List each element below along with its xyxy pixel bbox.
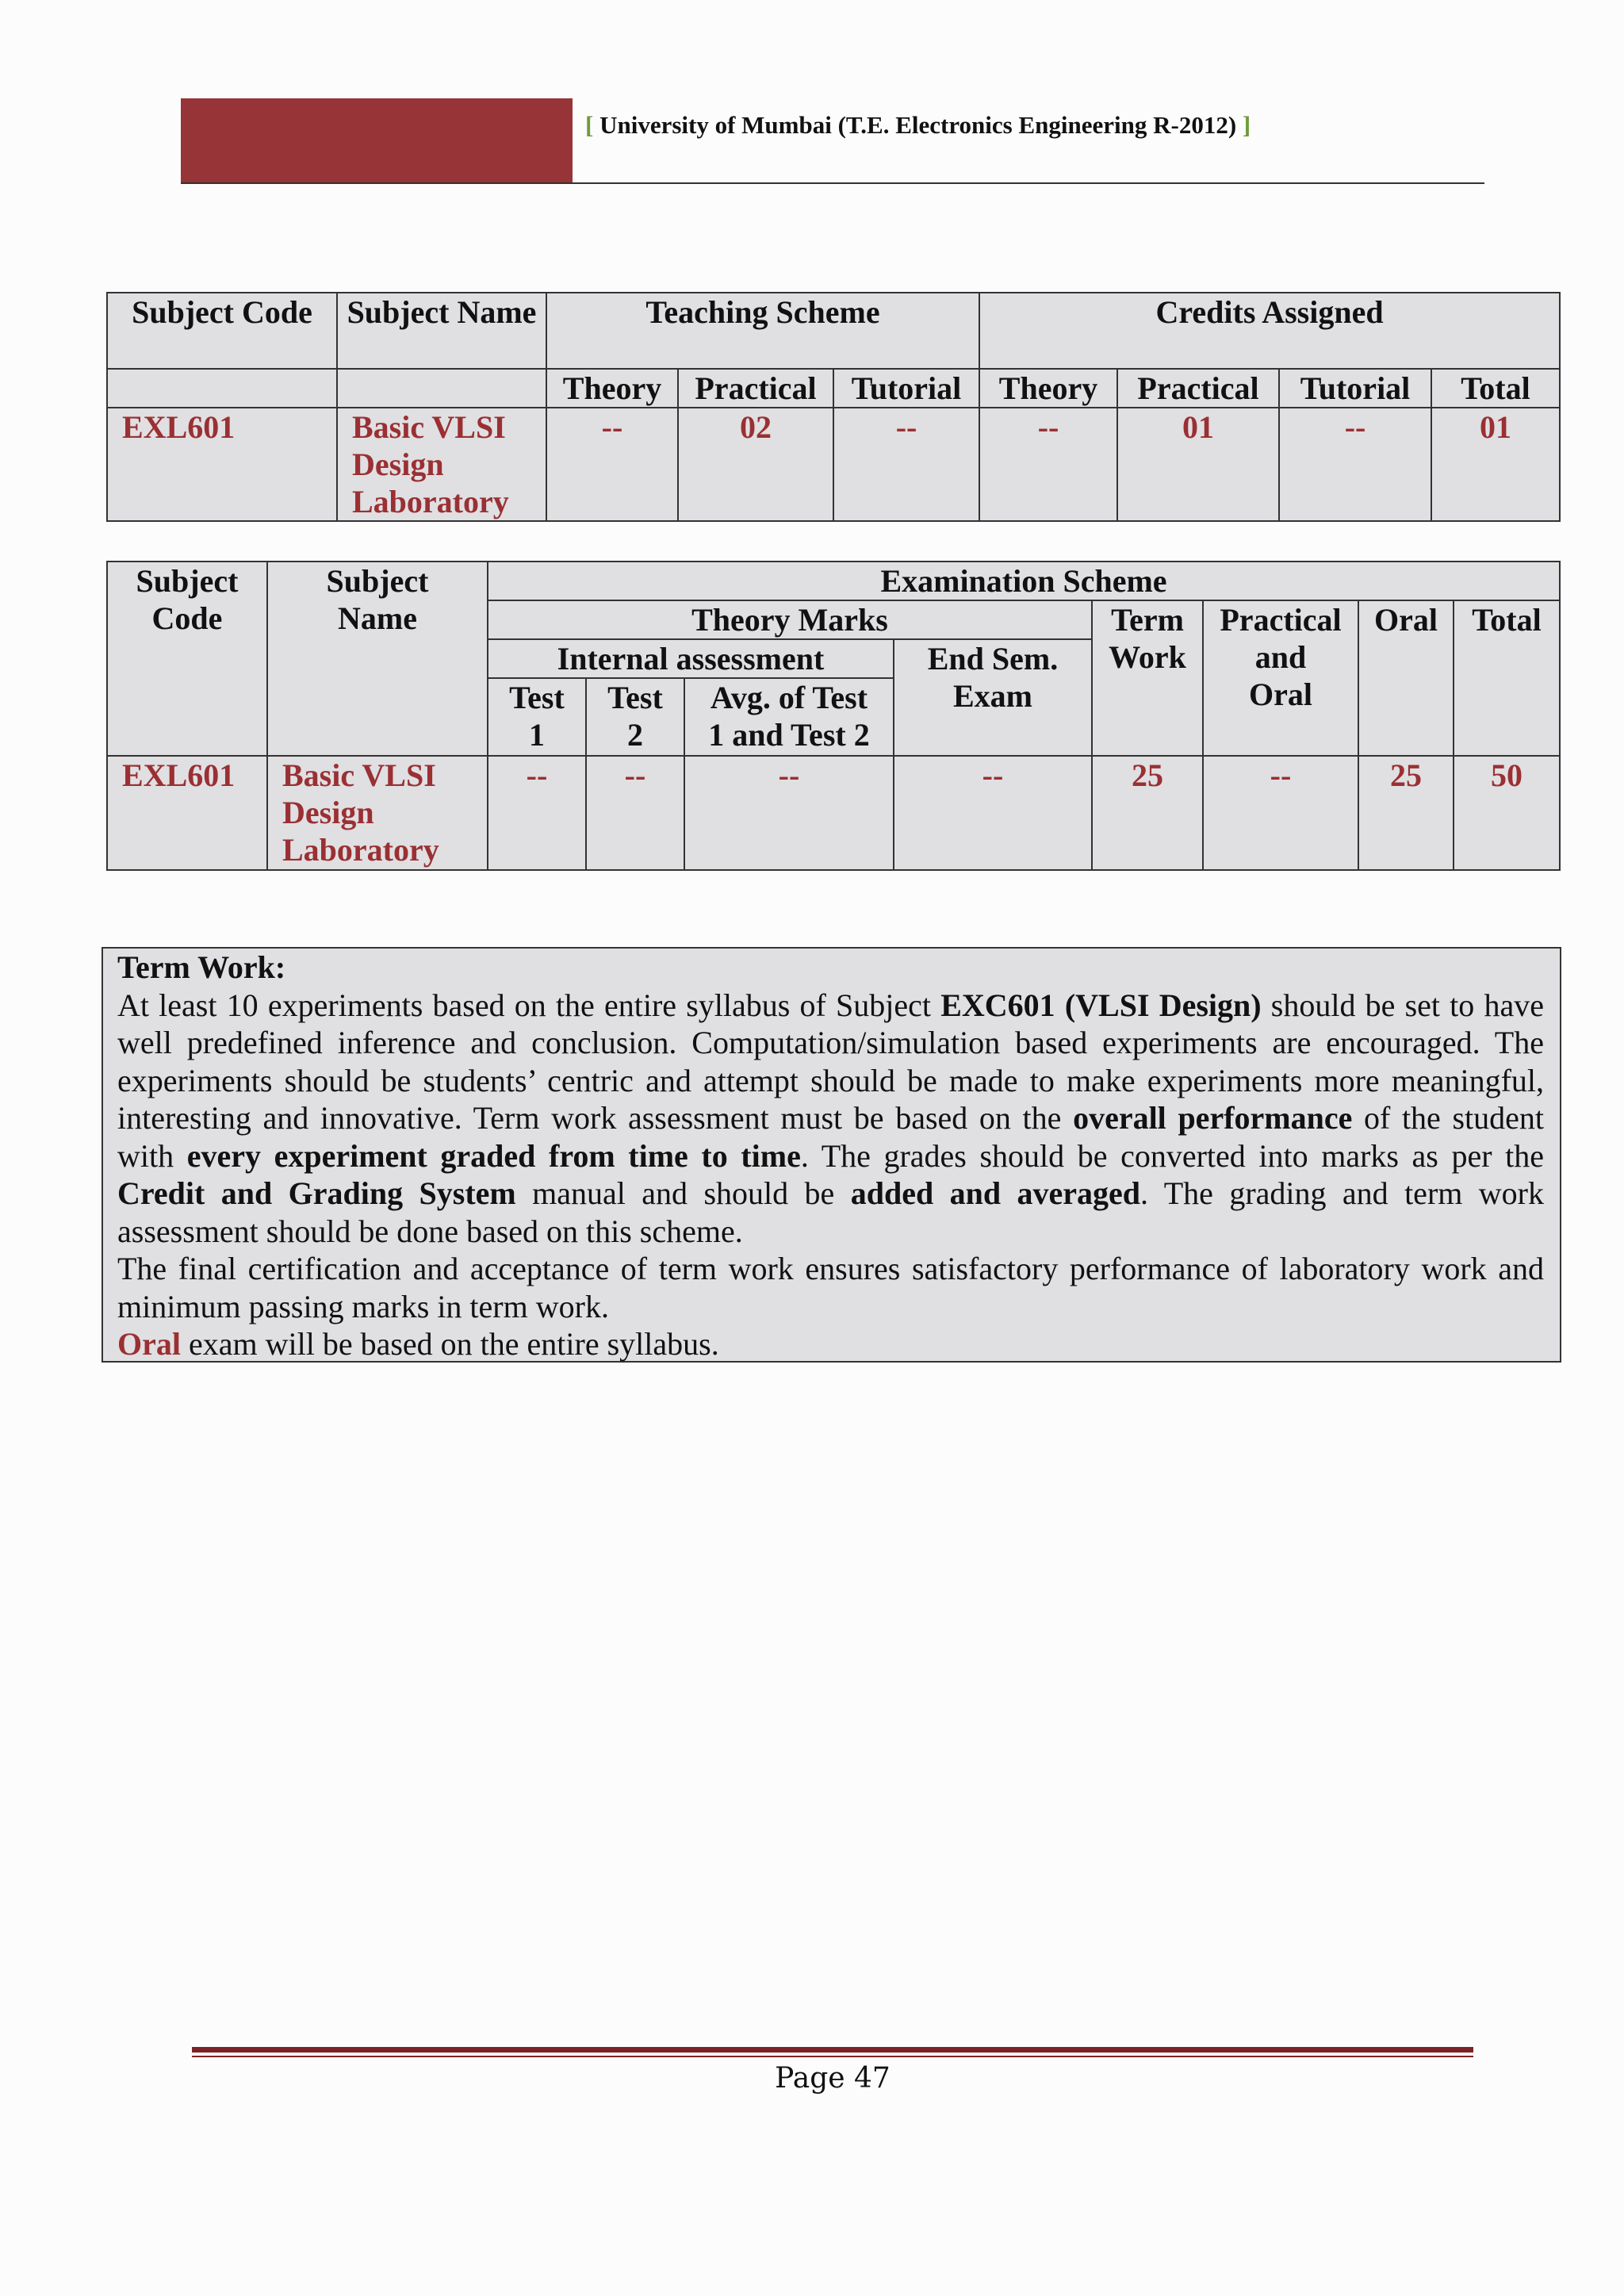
oral-label: Oral [117,1326,181,1362]
th-line: Oral [1249,677,1312,712]
text-run: of the student with [117,1100,1544,1174]
cell-term-work: 25 [1092,756,1203,870]
oral-paragraph [117,1325,1544,1363]
cell-test-1: -- [488,756,586,870]
text-run: should be set to have well predefined inference and conclusion. Computation/simulation based experiments are encouraged. The experiments should be students’ centric and attempt should be made to make experiments more meaningful, interesting and innovative. Term work assessment must be based on the [117,987,1544,1136]
th-teach-practical: Practical [678,369,833,408]
term-work-paragraph [117,987,1544,1251]
th-theory-marks: Theory Marks [488,600,1092,639]
th-line: 1 and Test 2 [708,717,870,753]
text-run: . The grades should be converted into marks as per the [800,1137,1545,1174]
th-line: Term [1111,602,1184,638]
subject-name-line: Laboratory [352,484,509,519]
header-rule [181,182,1484,184]
th-empty-name [337,369,546,408]
th-teaching-scheme: Teaching Scheme [546,293,979,369]
cell-end-sem: -- [894,756,1092,870]
header-color-block [181,98,573,184]
text-run-bold: added and averaged [850,1175,1141,1211]
th-avg-test [684,678,894,756]
teaching-scheme-table [106,292,1561,522]
cell-teach-theory: -- [546,408,678,521]
term-work-heading [117,949,1544,987]
th-total: Total [1454,600,1560,756]
text-run: . The grading and term work assessment should be done based on this scheme. [117,1175,1544,1249]
th-line: and [1254,639,1307,675]
th-line: Exam [953,678,1032,714]
cell-subject-name [337,408,546,521]
cell-total: 50 [1454,756,1560,870]
footer-rule-thick [192,2047,1473,2053]
footer-rule-thin [192,2056,1473,2057]
examination-scheme-table [106,561,1561,871]
th-cred-tutorial: Tutorial [1279,369,1431,408]
th-line: Subject [136,563,239,599]
cell-teach-practical: 02 [678,408,833,521]
text-run: At least 10 experiments based on the entire syllabus of Subject [117,987,941,1023]
text-run-bold: every experiment graded from time to time [186,1137,801,1174]
subject-name-line: Design [352,447,444,482]
th-line: Subject [326,563,429,599]
text-run-bold: overall performance [1073,1100,1353,1136]
subject-name-line: Basic VLSI [282,757,436,793]
cell-teach-tutorial: -- [833,408,979,521]
th-cred-practical: Practical [1117,369,1279,408]
header-close-bracket: ] [1242,111,1251,139]
cell-cred-practical: 01 [1117,408,1279,521]
page-header-title [585,111,1251,140]
th-internal-assessment: Internal assessment [488,639,894,678]
cell-oral: 25 [1358,756,1454,870]
th-credits-assigned: Credits Assigned [979,293,1560,369]
cell-subject-name [267,756,488,870]
th-oral: Oral [1358,600,1454,756]
text-run: manual and should be [515,1175,851,1211]
subject-name-line: Design [282,795,374,830]
term-work-heading-text: Term Work: [117,949,286,985]
term-work-box [102,947,1561,1363]
th-line: End Sem. [927,641,1059,677]
th-term-work [1092,600,1203,756]
th-practical-and-oral [1203,600,1358,756]
cell-cred-total: 01 [1431,408,1560,521]
certification-paragraph: The final certification and acceptance of term work ensures satisfactory performance of laboratory work and minimum passing marks in term work. [117,1251,1544,1324]
th-line: Avg. of Test [710,680,868,715]
cell-practical-oral: -- [1203,756,1358,870]
header-title-text: University of Mumbai (T.E. Electronics Engineering R-2012) [599,111,1237,139]
text-run-bold: Credit and Grading System [117,1175,516,1211]
cell-subject-code: EXL601 [107,756,267,870]
page-number: Page 47 [775,2062,891,2095]
cell-avg-test: -- [684,756,894,870]
th-line: Name [338,600,417,636]
table-row [107,408,1560,521]
cell-subject-code: EXL601 [107,408,337,521]
th-cred-theory: Theory [979,369,1117,408]
text-run-bold: EXC601 (VLSI Design) [940,987,1262,1023]
th-teach-tutorial: Tutorial [833,369,979,408]
th-subject-name: Subject Name [337,293,546,369]
subject-name-line: Basic VLSI [352,409,506,445]
text-run: exam will be based on the entire syllabus. [180,1326,719,1362]
th-line: Work [1109,639,1186,675]
th-examination-scheme: Examination Scheme [488,562,1560,600]
th-line: Code [151,600,223,636]
header-open-bracket: [ [585,111,594,139]
th-subject-code [107,562,267,756]
cell-test-2: -- [586,756,684,870]
table-row [107,756,1560,870]
th-subject-code: Subject Code [107,293,337,369]
th-test-1 [488,678,586,756]
th-line: 1 [529,717,545,753]
th-teach-theory: Theory [546,369,678,408]
th-empty-code [107,369,337,408]
th-test-2 [586,678,684,756]
th-line: Test [509,680,565,715]
cell-cred-tutorial: -- [1279,408,1431,521]
subject-name-line: Laboratory [282,832,439,868]
cell-cred-theory: -- [979,408,1117,521]
th-cred-total: Total [1431,369,1560,408]
th-line: Test [607,680,663,715]
th-subject-name [267,562,488,756]
th-line: 2 [627,717,643,753]
th-end-sem-exam [894,639,1092,756]
th-line: Practical [1220,602,1342,638]
